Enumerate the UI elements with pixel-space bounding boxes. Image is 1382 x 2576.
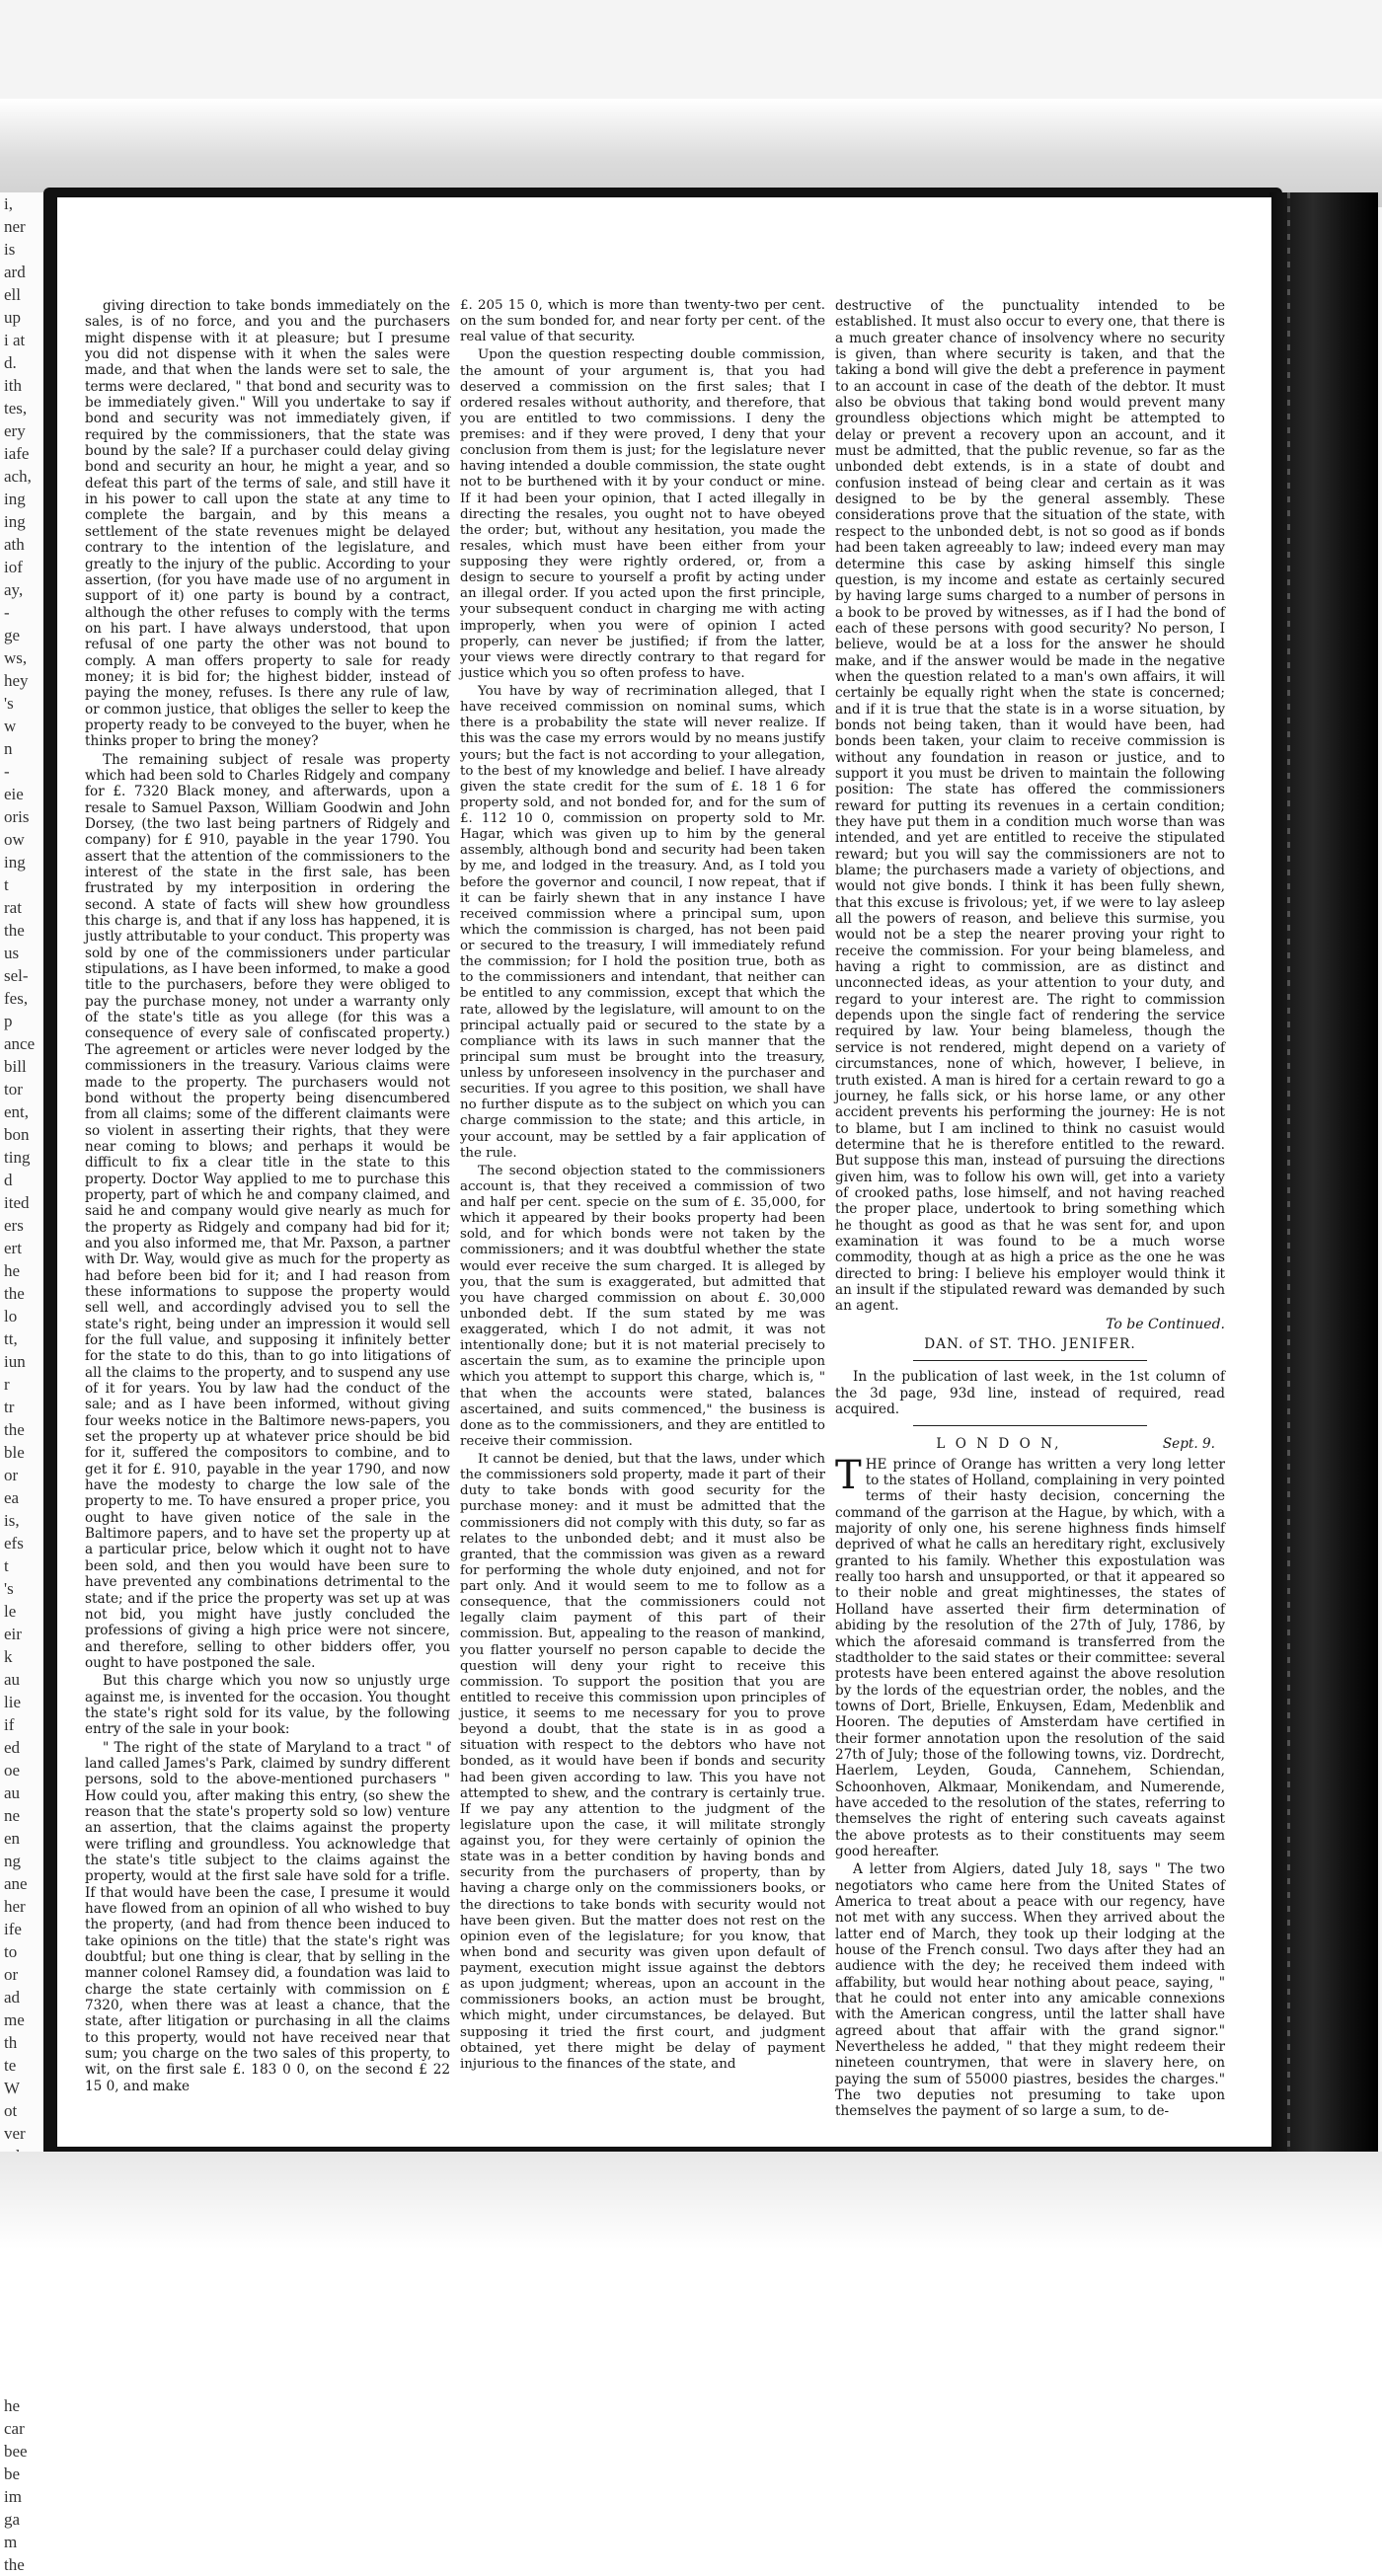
margin-fragment: en [4, 1829, 21, 1848]
margin-fragment: ers [4, 1216, 24, 1235]
margin-fragment: sel- [4, 966, 29, 985]
margin-fragment: bee [4, 2442, 28, 2461]
margin-fragment: ert [4, 1239, 22, 1257]
london-paragraph [835, 1452, 1225, 1860]
margin-fragment: ow [4, 830, 25, 849]
column-2-paragraph: You have by way of recrimination alleged, that I have received commission on nominal sums, which there is a probability the state will never realize. If this was the case my errors would by no means justify yours; but the fact is not according to your allegation, to the best of my knowledge and belief. I have already given the state credit for the sum of £. 18 1 6 for property sold, and not bonded for, and for the sum of £. 112 10 0, commission on property sold to Mr. Hagar, which was given up to him by the general assembly, although bond and security had been taken by me, and lodged in the treasury. And, as I told you before the governor and council, I now repeat, that if it can be fairly shewn that in any instance I have received commission where a principal sum, upon which the commission is charged, has not been paid or secured to the treasury, I will immediately refund the commission; for I hold the position true, both as to the commissioners and intendant, that neither can be entitled to any commission, except that which the rate, allowed by the legislature, will amount to on the principal actually paid or secured to the state by a compliance with its laws in such manner that the principal sum must be brought into the treasury, unless by unforeseen insolvency in the purchaser and securities. If you agree to this position, we shall have no further dispute as to the subject on which you can charge commission to the state; and this article, in your account, may be settled by a fair application of the rule. [460, 684, 825, 1161]
margin-fragment: ing [4, 490, 26, 508]
margin-fragment: ith [4, 376, 22, 395]
margin-fragment: ay, [4, 580, 24, 599]
margin-fragment: ng [4, 1852, 21, 1870]
margin-fragment: ing [4, 512, 26, 531]
margin-fragment: ery [4, 421, 26, 440]
column-3 [835, 298, 1225, 2120]
margin-fragment: lie [4, 1693, 21, 1711]
margin-fragment: fes, [4, 989, 29, 1008]
margin-fragment: im [4, 2487, 22, 2506]
left-page-margin [0, 192, 47, 2574]
margin-fragment: au [4, 1670, 21, 1689]
margin-fragment: ing [4, 853, 26, 871]
margin-fragment: k [4, 1647, 13, 1666]
margin-fragment: t [4, 875, 9, 894]
margin-fragment: he [4, 2396, 21, 2415]
margin-fragment: lo [4, 1307, 18, 1326]
london-dateline [835, 1436, 1225, 1452]
margin-fragment: ent, [4, 1102, 30, 1121]
margin-fragment: r [4, 1375, 10, 1394]
section-divider [913, 1425, 1147, 1426]
margin-fragment: n [4, 739, 13, 758]
margin-fragment: te [4, 2056, 17, 2075]
margin-fragment: ge [4, 626, 21, 644]
margin-fragment: bon [4, 1125, 30, 1144]
column-1-paragraph: But this charge which you now so unjustly urge against me, is invented for the occasion. You thought the state's right sold for its value, by the following entry of the sale in your book: [85, 1673, 450, 1738]
margin-fragment: iun [4, 1352, 26, 1371]
margin-fragment: d [4, 1171, 13, 1189]
column-3-paragraph: destructive of the punctuality intended to be established. It must also occur to every one, that there is a much greater chance of insolvency where no security is given, than where security is taken, and that the taking a bond will give the debt a preference in payment to an account in case of the death of the debtor. It must also be obvious that taking bond would prevent many groundless objections which might be attempted to delay or prevent a recovery upon an account, and it must be admitted, that the public revenue, so far as the unbonded debt extends, is in a state of doubt and confusion instead of being clear and certain as it was designed to be by the general assembly. These considerations prove that the situation of the state, with respect to the unbonded debt, is not so good as if bonds had been taken agreeably to law; indeed every man may determine this case by asking himself this single question, is my income and estate as certainly secured by having large sums charged to a number of persons in a book to be proved by witnesses, as if I had the bond of each of these persons with good security? No person, I believe, would be at a loss for the answer he should make, and if the answer would be made in the negative when the question related to a man's own affairs, it will certainly be equally right when the state is concerned; and if it is true that the state is in a worse situation, by bonds not being taken, than it would have been, had bonds been taken, your claim to receive commission is without any foundation in reason or justice, and to support it you must be driven to maintain the following position: The state has offered the commissioners reward for putting its revenues in a certain condition; they have put them in a condition much worse than was intended, and yet are entitled to receive the stipulated reward; but you will say the commissioners are not to blame; the purchasers made a variety of objections, and would not give bonds. I think it has been fully shewn, that this excuse is frivolous; yet, if we were to lay asleep all the powers of reason, and believe this surmise, you would not be a step the nearer proving your right to receive the commission. For your being blameless, and having a right to commission, are as distinct and unconnected ideas, as your attention to your duty, and regard to your interest are. The right to commission depends upon the single fact of rendering the service required by law. Your being blameless, though the service is not rendered, might depend on a variety of circumstances, none of which, however, I believe, in truth existed. A man is hired for a certain reward to go a journey, he falls sick, or his horse lame, or any other accident prevents his performing the journey: He is not to blame, but I am inclined to think no casuist would determine that he is therefore entitled to the reward. But suppose this man, instead of pursuing the directions given him, was to follow his own will, get into a variety of crooked paths, lose himself, and not having reached the proper place, undertook to bring something which he thought as good as that he was sent for, and upon examination it was found to be a much worse commodity, though at as high a price as the one he was directed to bring: I believe his employer would think it an insult if the stipulated reward was demanded by such an agent. [835, 298, 1225, 1315]
margin-fragment: ble [4, 1443, 25, 1462]
margin-fragment: w [4, 717, 17, 735]
margin-fragment: tr [4, 1398, 15, 1416]
margin-fragment: t [4, 1556, 9, 1575]
margin-fragment: ath [4, 535, 25, 554]
column-1-paragraph: The remaining subject of resale was property which had been sold to Charles Ridgely and company for £. 7320 Black money, and afterwards, upon a resale to Samuel Paxson, William Goodwin and John Dorsey, (the two last being partners of Ridgely and company) for £ 910, payable in the year 1790. You assert that the attention of the commissioners to the interest of the state in the first sale, has been frustrated by my interposition in ordering the second. A state of facts will shew how groundless this charge is, and that if any loss has happened, it is justly attributable to your conduct. This property was sold by one of the commissioners under particular stipulations, as I have been informed, to make a good title to the purchasers, before they were obliged to pay the purchase money, not under a warranty only of the state's title as you allege (for this was a consequence of every sale of confiscated property.) The agreement or articles were never lodged by the commissioners in the treasury. Various claims were made to the property. The purchasers would not bond without the property being disencumbered from all claims; some of the different claimants were so violent in asserting their rights, that they were near coming to blows; and perhaps it would be difficult to fix a clear title in the state to this property. Doctor Way applied to me to purchase this property, part of which he and company claimed, and said he and company would give nearly as much for the property as Ridgely and company had bid for it; and you also informed me, that Mr. Paxson, a partner with Dr. Way, would give as much for the property as had before been bid for it; and I had reason from these informations to suppose the property would sell well, and accordingly advised you to sell the state's right, being under an impression it would sell for the full value, and supposing it infinitely better for the state to do this, than to go into litigations of all the claims to the property, and to suspend any use of it for years. You by law had the conduct of the sale; and as I have been informed, without giving four weeks notice in the Baltimore news-papers, you set the property up at whatever price should be bid for it, suffered the compositors to combine, and to get it for £. 910, payable in the year 1790, and now have the modesty to charge the low sale of the property to me. To have ensured a proper price, you ought to have given notice of the sale in the Baltimore papers, and to have set the property up at a particular price, below which it ought not to have been sold, and then you would have been sure to have prevented any combinations detrimental to the state; and if the price the property was set up at was not bid, you might have justly concluded the professions of giving a high price were not sincere, and therefore, selling to other bidders offer, you ought to have postponed the sale. [85, 751, 450, 1671]
margin-fragment: is, [4, 1511, 20, 1530]
margin-fragment: p [4, 1012, 13, 1030]
margin-fragment: ner [4, 217, 26, 236]
margin-fragment: 's [4, 694, 14, 713]
margin-fragment: me [4, 2010, 25, 2029]
margin-fragment: the [4, 1284, 25, 1303]
london-paragraph-text: HE prince of Orange has written a very long letter to the states of Holland, complaining in very pointed terms of their hasty decision, concerning the command of the garrison at the Hague, by which, with a majority of only one, his serene highness finds himself deprived of what he calls an hereditary right, exclusively granted to his family. Whether this expostulation was really too harsh and unsupported, or that it appeared so to their noble and great mightinesses, the states of Holland have asserted their firm determination of abiding by the resolution of the 27th of July, 1786, by which the aforesaid command is transferred from the stadtholder to the said states or their committee: several protests have been entered against the above resolution by the lords of the equestrian order, the nobles, and the towns of Dort, Brielle, Enkuysen, Edam, Medenblik and Hooren. The deputies of Amsterdam have certified in their former annotation upon the resolution of the said 27th of July; those of the following towns, viz. Dordrecht, Haerlem, Leyden, Gouda, Cannehem, Schiendan, Schoonhoven, Alkmaar, Monikendam, and Numerende, have acceded to the resolution of the states, referring to themselves the right of entering such caveats against the above protests as to their constituents may seem good hereafter. [835, 1456, 1225, 1859]
margin-fragment: ws, [4, 648, 28, 667]
margin-fragment: ard [4, 263, 26, 281]
margin-fragment: ance [4, 1034, 36, 1053]
margin-fragment: ga [4, 2510, 21, 2529]
dateline-date: Sept. 9. [1162, 1436, 1215, 1453]
column-2-paragraph: £. 205 15 0, which is more than twenty-two per cent. on the sum bonded for, and near forty per cent. of the real value of that security. [460, 298, 825, 345]
column-1-paragraph: giving direction to take bonds immediately on the sales, is of no force, and you and the purchasers might dispense with it at pleasure; but I presume you did not dispense with it when the sales were made, and that when the lands were set to sale, the terms were declared, " that bond and security was to be immediately given." Will you undertake to say if bond and security was not immediately given, if required by the commissioners, that the state was bound by the sale? If a purchaser could delay giving bond and security an hour, he might a year, and so defeat this part of the terms of sale, and still have it in his power to call upon the state at any time to complete the bargain, and by this means a settlement of the state revenues might be delayed contrary to the intention of the legislature, and greatly to the injury of the public. According to your assertion, (for you have made use of no argument in support of it) one party is bound by a contract, although the other refuses to comply with the terms on his part. I have always understood, that upon refusal of one party the other was not bound to comply. A man offers property to sale for ready money; it is bid for; the highest bidder, instead of paying the money, refuses. Is there any rule of law, or common justice, that obliges the seller to keep the property ready to be conveyed to the buyer, when he thinks proper to bring the money? [85, 298, 450, 750]
margin-fragment: ot [4, 2101, 18, 2120]
margin-fragment: or [4, 1965, 19, 1984]
margin-fragment: iafe [4, 444, 30, 463]
margin-fragment: i at [4, 331, 26, 349]
margin-fragment: au [4, 1783, 21, 1802]
section-divider [913, 1360, 1147, 1361]
margin-fragment: iof [4, 558, 23, 576]
margin-fragment: oe [4, 1761, 21, 1780]
margin-fragment: d. [4, 353, 17, 372]
margin-fragment: ited [4, 1193, 30, 1212]
margin-fragment: the [4, 921, 25, 940]
margin-fragment: W [4, 2079, 21, 2097]
margin-fragment: he [4, 1261, 21, 1280]
margin-fragment: ed [4, 1738, 21, 1757]
margin-fragment: m [4, 2533, 18, 2551]
margin-fragment: ne [4, 1806, 21, 1825]
london-paragraph: A letter from Algiers, dated July 18, says " The two negotiators who came here from the United States of America to treat about a peace with our regency, have not met with any success. When they arrived about the latter end of March, they took up their lodging at the house of the French consul. Two days after they had an audience with the dey; he received them indeed with affability, but would hear nothing about peace, saying, " that he could not enter into any amicable connexions with the American congress, until the latter shall have agreed about that affair with the grand signor." Nevertheless he added, " that they might redeem their nineteen countrymen, that were in slavery here, on paying the sum of 55000 piastres, besides the charges." The two deputies not presuming to take upon themselves the payment of so large a sum, to de- [835, 1861, 1225, 2120]
margin-fragment: up [4, 308, 21, 327]
margin-fragment: i, [4, 194, 13, 213]
margin-fragment: is [4, 240, 16, 259]
margin-fragment: ane [4, 1874, 28, 1893]
margin-fragment: le [4, 1602, 17, 1621]
margin-fragment: - [4, 603, 10, 622]
column-1 [85, 298, 450, 2094]
margin-fragment: efs [4, 1534, 24, 1553]
margin-fragment: tor [4, 1080, 23, 1099]
to-be-continued: To be Continued. [1106, 1316, 1225, 1332]
margin-fragment: - [4, 762, 10, 781]
margin-fragment: hey [4, 671, 29, 690]
margin-fragment: oris [4, 807, 30, 826]
margin-fragment: eir [4, 1625, 22, 1643]
margin-fragment: the [4, 2555, 25, 2574]
page-edge-binding [1269, 192, 1378, 2159]
signature-name: DAN. of ST. THO. JENIFER. [924, 1336, 1136, 1352]
margin-fragment: 's [4, 1579, 14, 1598]
scan-bottom [0, 2152, 1382, 2396]
margin-fragment: the [4, 1420, 25, 1439]
margin-fragment: ting [4, 1148, 31, 1167]
column-2-paragraph: The second objection stated to the commissioners account is, that they received a commission of two and half per cent. specie on the sum of £. 35,000, for which it appeared by their books property had been sold, and for which bonds were not taken by the commissioners; and it was doubtful whether the state would ever receive the sum charged. It is alleged by you, that the sum is exaggerated, but admitted that you have charged commission on about £. 30,000 unbonded debt. If the sum stated by me was exaggerated, which I do not admit, it was not intentionally done; but it is not material precisely to ascertain the sum, as to examine the principle upon which you attempt to support this charge, which is, " that when the accounts were stated, balances ascertained, and suits commenced," the business is done as to the commissioners, and they are entitled to receive their commission. [460, 1163, 825, 1449]
column-2-paragraph: It cannot be denied, but that the laws, under which the commissioners sold property, made it part of their duty to take bonds with good security for the purchase money: and it must be admitted that the commissioners did not comply with this duty, so far as relates to the unbonded debt; and it must also be granted, that the commission was given as a reward for performing the whole duty enjoined, and not for part only. And it would seem to me to follow as a consequence, that the commissioners could not legally claim payment of this part of their commission. But, appealing to the reason of mankind, you flatter yourself no person capable to decide the question will deny your right to receive this commission. To support the position that you are entitled to receive this commission upon principles of justice, it seems to me necessary for you to prove beyond a doubt, that the state is in as good a situation with respect to the debtors who have not bonded, as it would have been if bonds and security had been given according to law. This you have not attempted to shew, and the contrary is certainly true. If we pay any attention to the judgment of the legislature upon the case, it will militate strongly against you, for they were certainly of opinion the state was in a better condition by having bonds and security from the purchasers of property, than by having a charge only on the commissioners books, or the directions to take bonds with security would not have been given. But the matter does not rest on the opinion even of the legislature; for you know, that when bond and security was given upon default of payment, execution might issue against the debtors as upon judgment; whereas, upon an account in the commissioners books, an action must be brought, which might, under circumstances, be delayed. But supposing it tried the first court, and judgment obtained, yet there might be delay of payment injurious to the finances of the state, and [460, 1452, 825, 2072]
margin-fragment: ea [4, 1488, 20, 1507]
margin-fragment: if [4, 1715, 15, 1734]
margin-fragment: ife [4, 1920, 22, 1938]
margin-fragment: her [4, 1897, 26, 1916]
column-2-paragraph: Upon the question respecting double commission, the amount of your argument is, that you had deserved a commission on the first sales; that I ordered resales without authority, and therefore, that you are entitled to two commissions. I deny the premises: and if they were proved, I deny that your conclusion from them is just; for the legislature never having intended a double commission, the state ought not to be burthened with it by your conduct or mine. If it had been your opinion, that I acted illegally in directing the resales, you ought not to have obeyed the order; but, without any hesitation, you made the resales, which must have been either from your supposing they were rightly ordered, or, from a design to secure to yourself a profit by acting under an illegal order. If you acted upon the first principle, your subsequent conduct in charging me with acting improperly, when you were of opinion I acted properly, can never be justified; if from the latter, your views were directly contrary to that regard for justice which you so often profess to have. [460, 347, 825, 681]
margin-fragment: ad [4, 1988, 21, 2007]
margin-fragment: eie [4, 785, 24, 803]
correction-notice: In the publication of last week, in the 1st column of the 3d page, 93d line, instead of required, read acquired. [835, 1369, 1225, 1418]
drop-cap: T [835, 1452, 862, 1498]
column-1-paragraph: " The right of the state of Maryland to a tract " of land called James's Park, claimed by sundry different persons, sold to the above-mentioned purchasers " How could you, after making this entry, (so shew the reason that the state's property sold so low) venture an assertion, that the claims against the property were trifling and groundless. You acknowledge that the state's title subject to the claims against the property, would at the first sale have sold for a trifle. If that would have been the case, I presume it would have flowed from an opinion of all who wished to buy the property, (and had from thence been induced to take opinions on the title) that the state's right was doubtful; but one thing is clear, that by selling in the manner colonel Ramsey did, a foundation was laid to charge the state certainly with commission on £ 7320, when there was at least a chance, that the state, after litigation or purchasing in all the claims to this property, would not have received near that sum; you charge on the two sales of this property, to wit, on the first sale £. 183 0 0, on the second £ 22 15 0, and make [85, 1739, 450, 2094]
margin-fragment: be [4, 2464, 21, 2483]
column-2 [460, 298, 825, 2073]
dateline-place: L O N D O N, [936, 1436, 1062, 1453]
margin-fragment: th [4, 2033, 18, 2052]
margin-fragment: rat [4, 898, 22, 917]
margin-fragment: to [4, 1942, 18, 1961]
margin-fragment: ver [4, 2124, 26, 2143]
margin-fragment: or [4, 1466, 19, 1484]
margin-fragment: bill [4, 1057, 27, 1076]
margin-fragment: tt, [4, 1329, 18, 1348]
margin-fragment: ell [4, 285, 21, 304]
margin-fragment: ach, [4, 467, 32, 486]
margin-fragment: tes, [4, 399, 28, 417]
margin-fragment: us [4, 944, 20, 962]
margin-fragment: car [4, 2419, 25, 2438]
